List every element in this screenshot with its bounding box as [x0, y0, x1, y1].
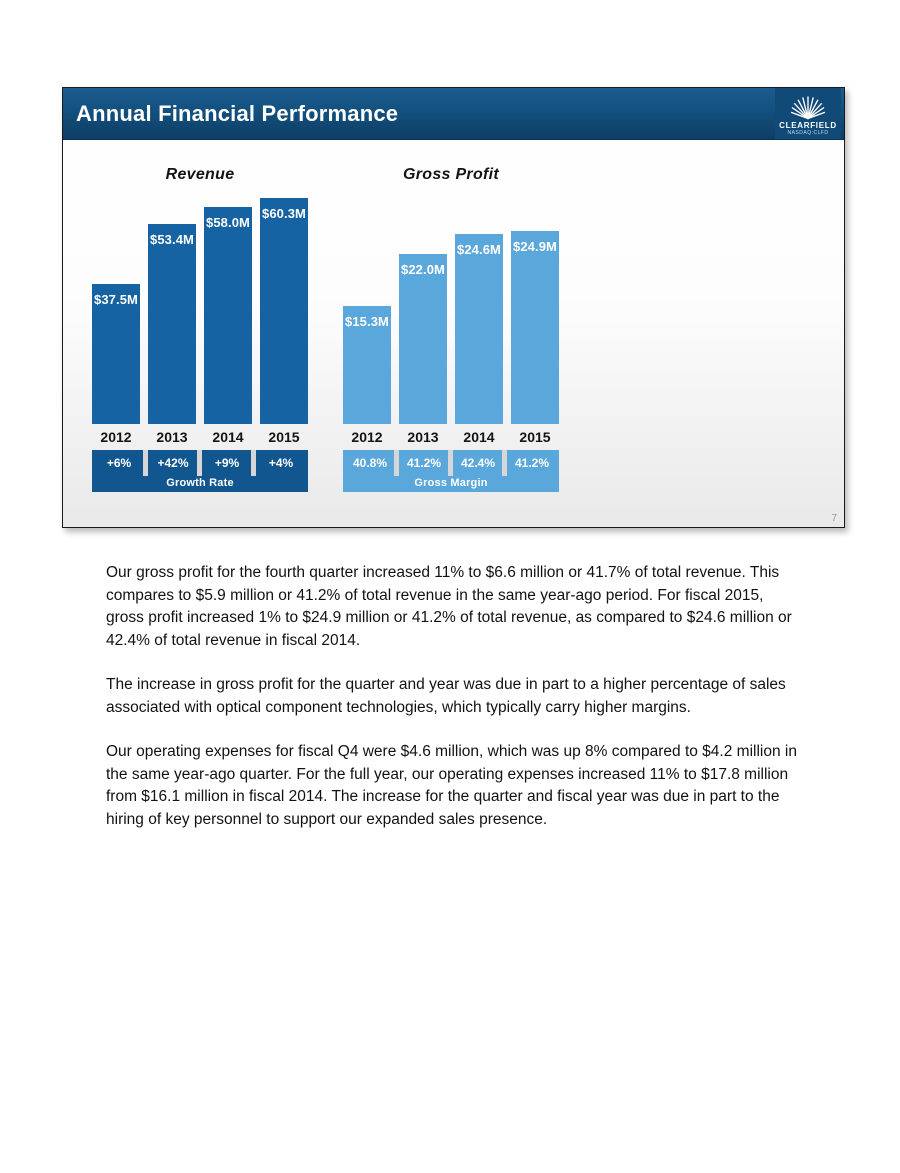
year-label-2014: 2014: [212, 429, 244, 445]
bar-value-label: $22.0M: [401, 262, 445, 277]
revenue-chart: [92, 166, 308, 492]
footer-cell-2012: +6%: [92, 450, 146, 476]
bar-2012: [343, 306, 391, 424]
gross-margin-strip: [343, 450, 559, 492]
revenue-chart-title: Revenue: [165, 166, 235, 183]
bar-2014: [455, 234, 503, 424]
year-label-2012: 2012: [100, 429, 132, 445]
year-label-2014: 2014: [463, 429, 495, 445]
paragraph-operating-expenses: Our operating expenses for fiscal Q4 were $4.6 million, which was up 8% compared to $4.2 million in the same year-ago quarter. For the full year, our operating expenses increased 11% to $17.8 million from $16.1 million in fiscal 2014. The increase for the quarter and fiscal year was due in part to the hiring of key personnel to support our expanded sales presence.: [106, 743, 797, 828]
gross-profit-plot: [343, 192, 559, 424]
year-label-2015: 2015: [268, 429, 300, 445]
logo-ticker: NASDAQ:CLFD: [787, 129, 829, 136]
bar-2015: [511, 231, 559, 424]
paragraph-gross-profit: Our gross profit for the fourth quarter increased 11% to $6.6 million or 41.7% of total revenue. This compares to $5.9 million or 41.2% of total revenue in the same year-ago period. For fiscal 2015, gross profit increased 1% to $24.9 million or 41.2% of total revenue, as compared to $24.6 million or 42.4% of total revenue in fiscal 2014.: [106, 564, 792, 649]
year-label-2012: 2012: [351, 429, 383, 445]
revenue-year-labels: [92, 429, 308, 445]
charts-row: [63, 166, 844, 492]
bar-2013: [399, 254, 447, 424]
footer-cell-2014: 42.4%: [451, 450, 505, 476]
year-label-2013: 2013: [156, 429, 188, 445]
footer-cell-2012: 40.8%: [343, 450, 397, 476]
clearfield-logo: [775, 88, 841, 139]
bar-value-label: $37.5M: [94, 292, 138, 307]
fan-icon: [789, 92, 827, 121]
body-text: [106, 562, 800, 853]
bar-value-label: $60.3M: [262, 206, 306, 221]
footer-cell-2015: +4%: [268, 456, 294, 470]
footer-cell-2013: +42%: [146, 450, 200, 476]
bar-value-label: $24.6M: [457, 242, 501, 257]
slide-title: Annual Financial Performance: [76, 100, 399, 126]
bar-2015: [260, 198, 308, 424]
footer-cell-2014: +9%: [200, 450, 254, 476]
footer-cell-2015: 41.2%: [514, 456, 550, 470]
logo-company-name: CLEARFIELD: [779, 120, 837, 130]
gross-profit-year-labels: [343, 429, 559, 445]
slide: [62, 87, 845, 528]
year-label-2013: 2013: [407, 429, 439, 445]
bar-2014: [204, 207, 252, 424]
revenue-plot: [92, 192, 308, 424]
footer-cell-2013: 41.2%: [397, 450, 451, 476]
bar-value-label: $24.9M: [513, 239, 557, 254]
slide-page-number: 7: [831, 513, 837, 524]
bar-value-label: $58.0M: [206, 215, 250, 230]
bar-value-label: $15.3M: [345, 314, 389, 329]
gross-profit-chart-title: Gross Profit: [402, 166, 500, 183]
bar-2013: [148, 224, 196, 424]
slide-header: [63, 88, 844, 140]
bar-2012: [92, 284, 140, 424]
growth-rate-strip: [92, 450, 308, 492]
growth-rate-label: Growth Rate: [166, 477, 234, 489]
gross-profit-chart: [343, 166, 559, 492]
year-label-2015: 2015: [519, 429, 551, 445]
paragraph-margin-increase: The increase in gross profit for the quarter and year was due in part to a higher percentage of sales associated with optical component technologies, which typically carry higher margins.: [106, 676, 786, 716]
gross-margin-label: Gross Margin: [414, 477, 488, 489]
bar-value-label: $53.4M: [150, 232, 194, 247]
